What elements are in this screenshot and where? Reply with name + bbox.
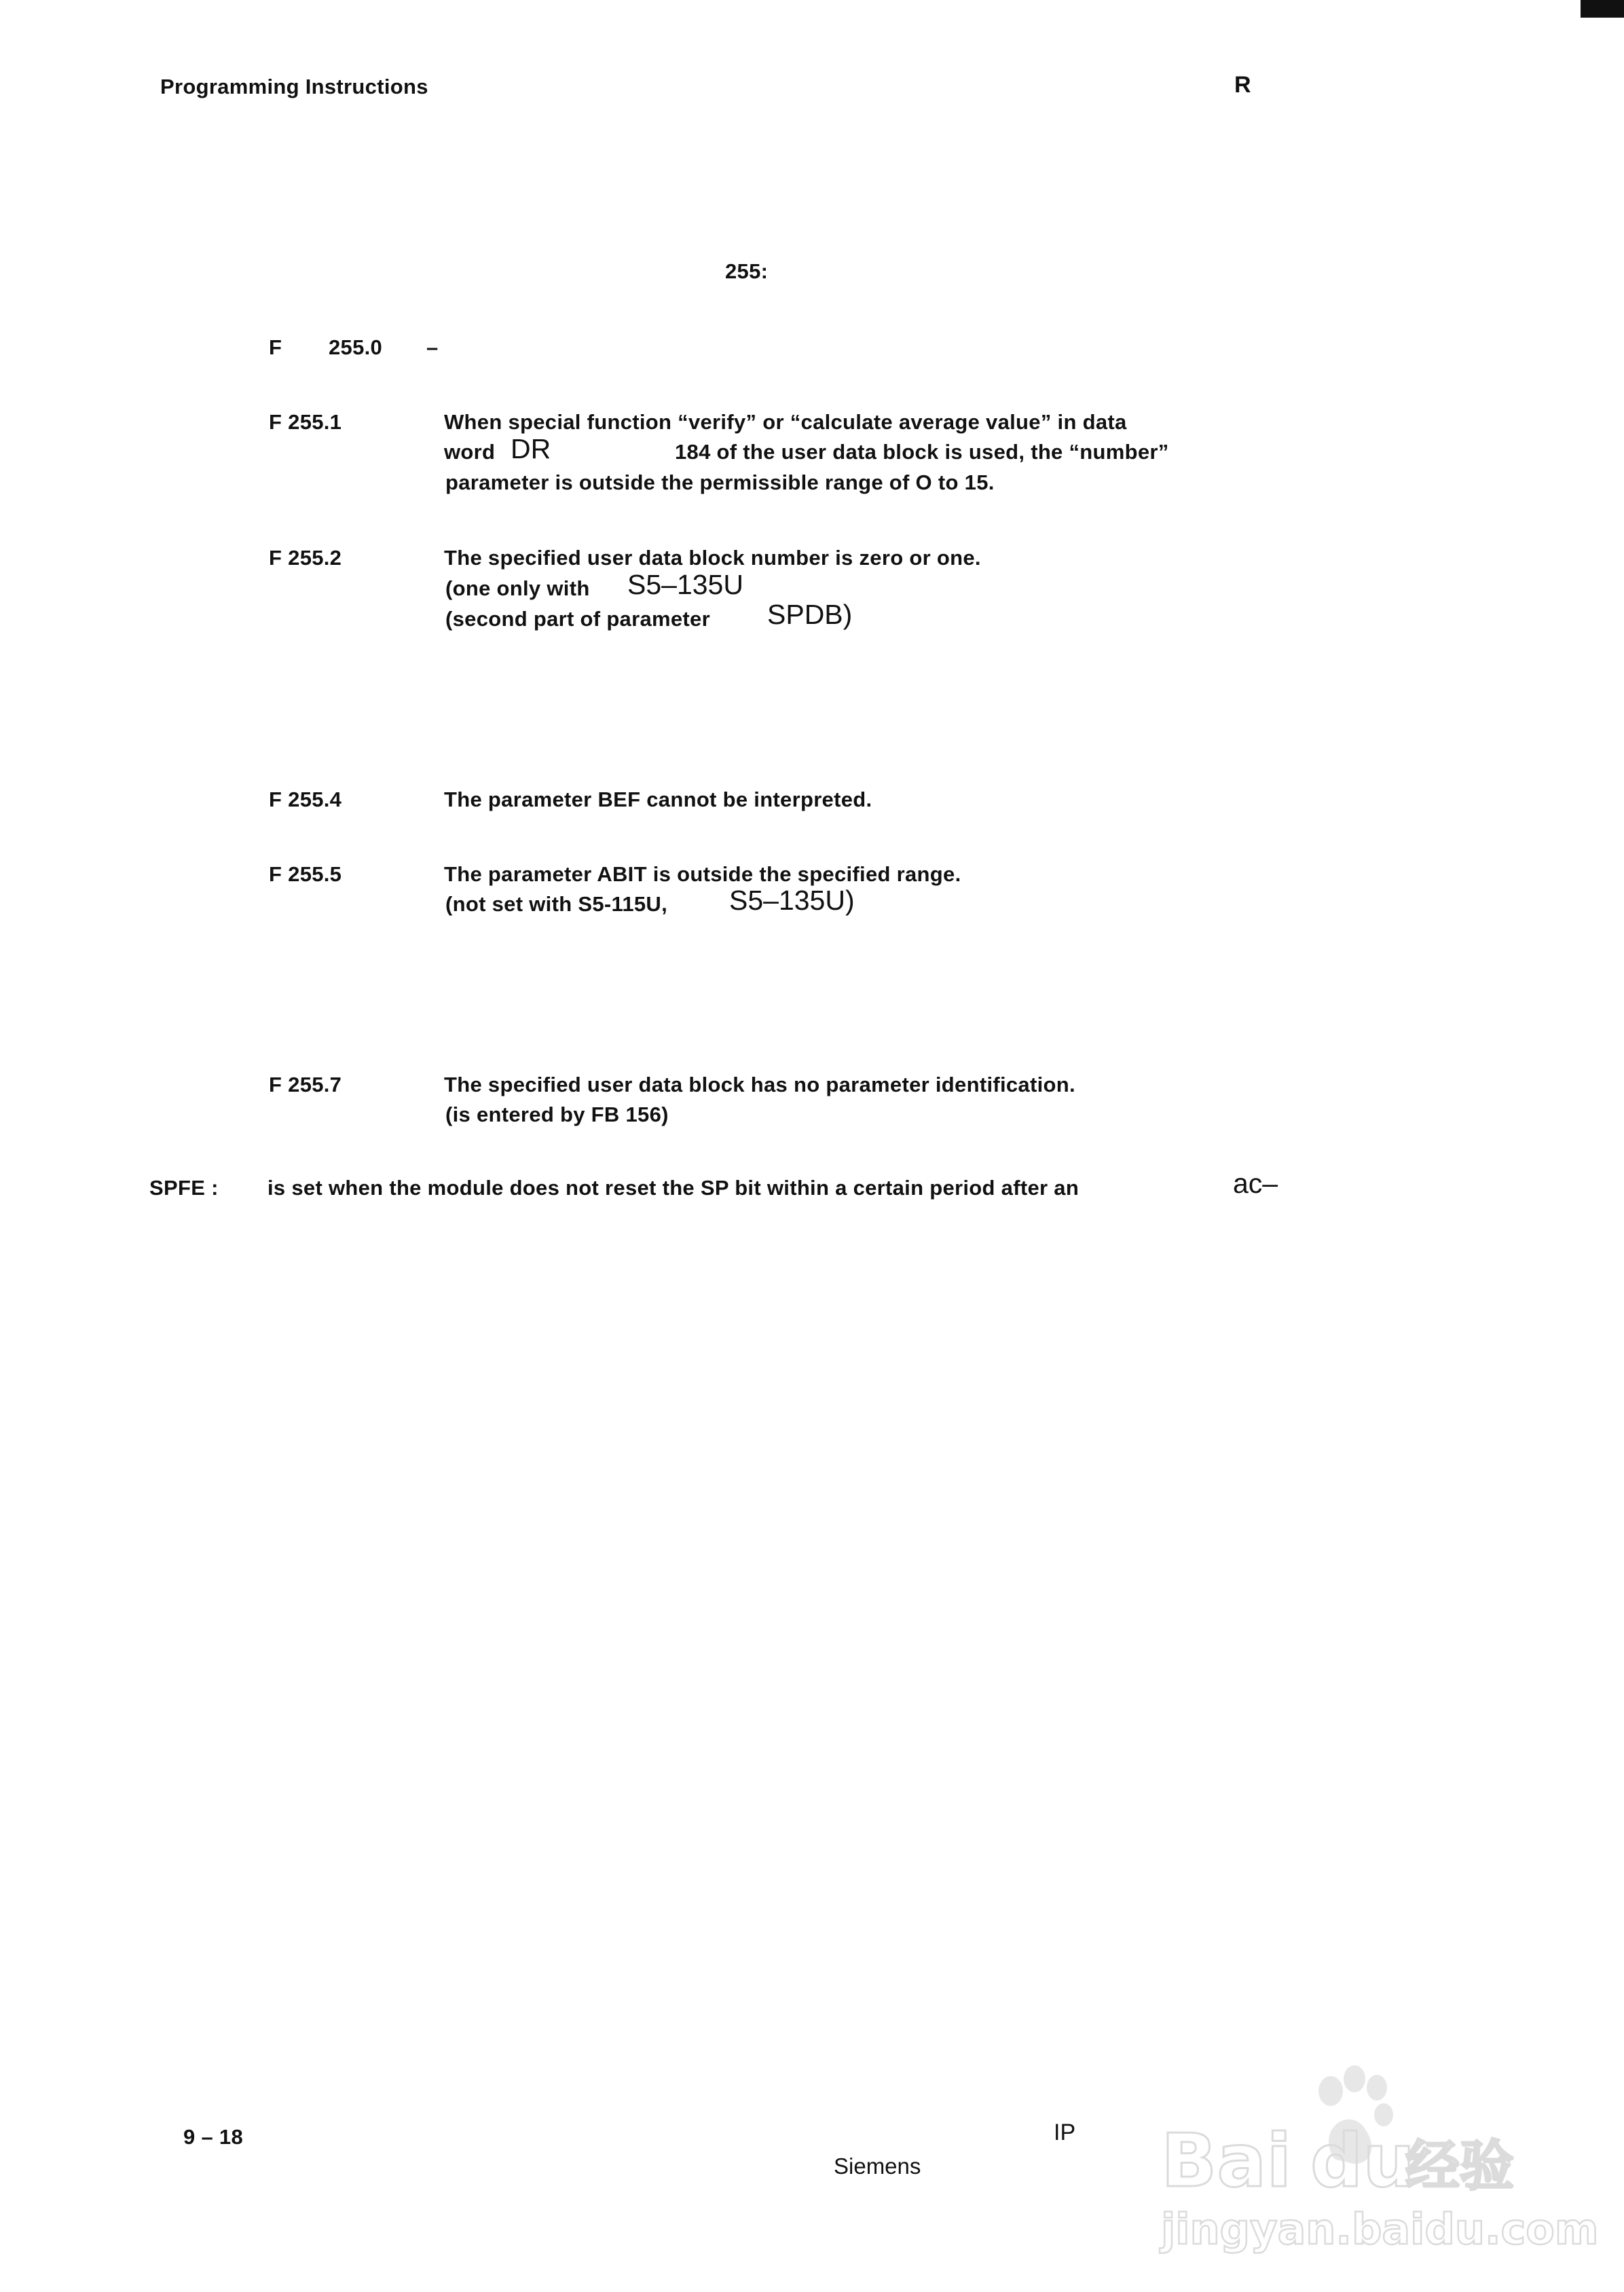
item-text-line: parameter is outside the permissible range of O to 15.: [445, 470, 995, 494]
item-code: F 255.2: [269, 546, 342, 570]
item-text-line: word: [444, 440, 496, 464]
item-code-number: 255.0: [329, 335, 383, 359]
spfe-text: is set when the module does not reset the SP bit within a certain period after an: [267, 1176, 1079, 1200]
item-text-line: The parameter ABIT is outside the specified range.: [444, 862, 961, 886]
item-text-line: The specified user data block has no parameter identification.: [444, 1073, 1075, 1096]
section-title: 255:: [725, 259, 769, 283]
baidu-watermark-logo: [1147, 2050, 1599, 2254]
item-text-large: S5–135U: [627, 569, 743, 600]
footer-ip: IP: [1054, 2120, 1076, 2145]
item-code: F 255.7: [269, 1073, 342, 1096]
svg-text:经验: 经验: [1405, 2134, 1514, 2198]
footer-company: Siemens: [834, 2154, 921, 2179]
item-text-line: The specified user data block number is zero or one.: [444, 546, 981, 570]
item-text-line: (is entered by FB 156): [445, 1103, 669, 1126]
item-text-line: (one only with: [445, 576, 590, 600]
item-text-line: (second part of parameter: [445, 607, 710, 631]
item-code: F 255.4: [269, 788, 342, 811]
item-text-large: SPDB): [767, 599, 853, 630]
corner-mark: [1581, 0, 1624, 18]
item-text-large: S5–135U): [729, 885, 855, 916]
svg-text:du: du: [1310, 2119, 1416, 2204]
spfe-label: SPFE :: [149, 1176, 219, 1200]
item-code: F 255.1: [269, 410, 342, 434]
item-code: F 255.5: [269, 862, 342, 886]
item-text-line: When special function “verify” or “calculate average value” in data: [444, 410, 1127, 434]
item-text-line: 184 of the user data block is used, the “number”: [675, 440, 1169, 464]
item-text-line: (not set with S5-115U,: [445, 892, 667, 916]
spfe-tail: ac–: [1233, 1168, 1278, 1199]
header-title: Programming Instructions: [160, 75, 428, 98]
item-dash: –: [426, 335, 439, 359]
item-code: F: [269, 335, 282, 359]
item-text-line: The parameter BEF cannot be interpreted.: [444, 788, 872, 811]
svg-text:Bai: Bai: [1161, 2119, 1292, 2204]
svg-text:jingyan.baidu.com: jingyan.baidu.com: [1161, 2204, 1599, 2254]
item-text-large: DR: [511, 433, 551, 464]
header-right-mark: R: [1234, 72, 1251, 98]
page-number: 9 – 18: [183, 2125, 243, 2149]
